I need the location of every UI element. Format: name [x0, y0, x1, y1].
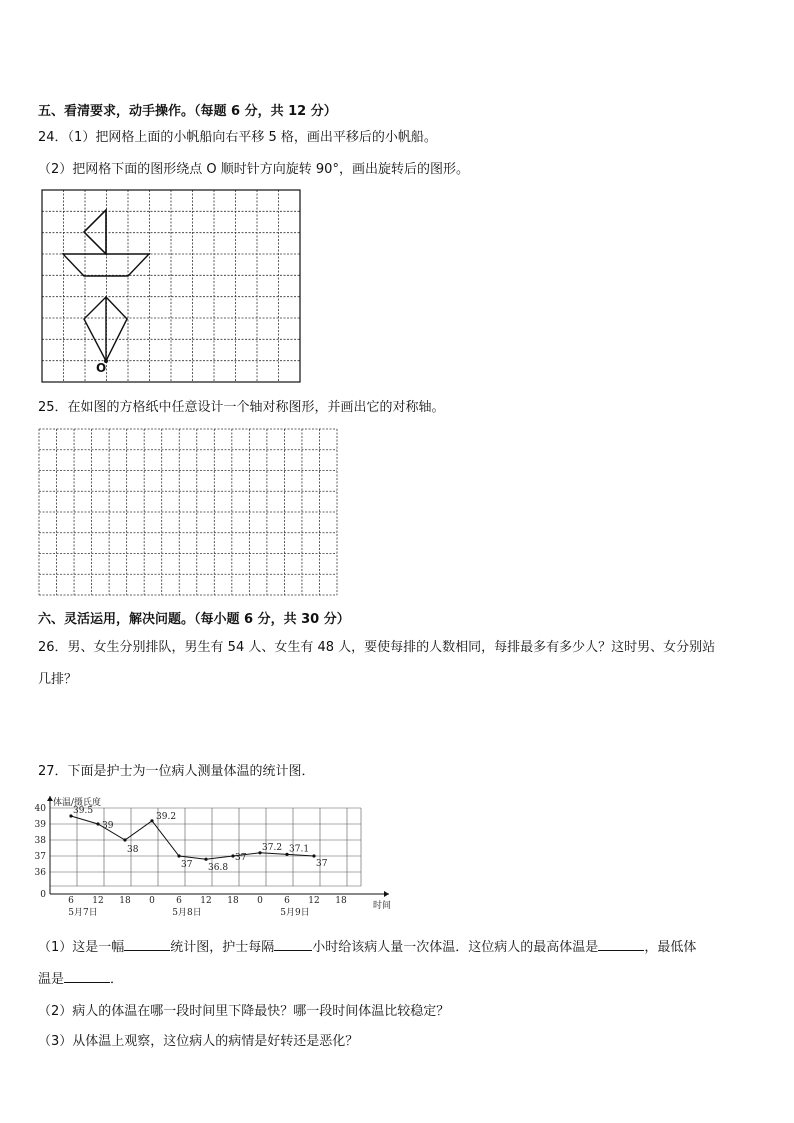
question-25: 25．在如图的方格纸中任意设计一个轴对称图形，并画出它的对称轴。	[38, 400, 445, 415]
question-24-part2: （2）把网格下面的图形绕点 O 顺时针方向旋转 90°，画出旋转后的图形。	[38, 162, 469, 177]
chart-day-label: 5月8日	[172, 908, 202, 918]
q27-1-text-a: （1）这是一幅	[38, 940, 125, 955]
chart-x-tick: 12	[92, 896, 104, 906]
chart-x-tick: 6	[176, 896, 182, 906]
grid-sailboat[interactable]	[41, 189, 303, 385]
chart-data-label: 37	[235, 853, 247, 863]
chart-data-label: 39.2	[156, 811, 177, 822]
q27-1-text-d: ，最低体	[644, 940, 697, 955]
chart-point	[177, 854, 180, 857]
question-27-part1	[38, 936, 696, 955]
chart-y-tick: 39	[34, 820, 46, 830]
chart-y-tick: 36	[34, 868, 46, 878]
answer-blank-chart-type[interactable]	[124, 938, 170, 951]
chart-day-label: 5月9日	[280, 908, 310, 918]
q27-1-text-b: 统计图，护士每隔	[170, 940, 275, 955]
chart-data-label: 37	[181, 860, 193, 870]
section5-heading: 五、看清要求，动手操作。（每题 6 分，共 12 分）	[38, 104, 337, 119]
q27-1-text-c: 小时给该病人量一次体温．这位病人的最高体温是	[312, 940, 599, 955]
chart-x-tick: 0	[257, 896, 263, 906]
grid-design[interactable]	[38, 428, 338, 598]
chart-y-tick: 0	[40, 890, 46, 900]
chart-x-tick: 12	[200, 896, 212, 906]
chart-day-label: 5月7日	[68, 908, 98, 918]
question-27-part1-cont	[38, 968, 123, 987]
temperature-chart	[30, 796, 392, 920]
chart-x-tick: 18	[119, 896, 131, 906]
chart-point	[150, 819, 153, 822]
chart-y-tick: 37	[34, 852, 46, 862]
boat-hull	[63, 254, 149, 276]
q27-1-text-f: ．	[110, 972, 124, 987]
chart-y-tick: 38	[34, 836, 46, 846]
sail-shape	[84, 210, 106, 254]
chart-point	[123, 838, 126, 841]
answer-blank-min-temp[interactable]	[64, 970, 110, 983]
sail-shape	[84, 210, 106, 254]
question-27-part2: （2）病人的体温在哪一段时间里下降最快？哪一段时间体温比较稳定？	[38, 1004, 450, 1019]
chart-data-label: 36.8	[208, 863, 229, 874]
chart-x-tick: 18	[335, 896, 347, 906]
chart-data-label: 37.1	[289, 844, 310, 855]
question-27: 27．下面是护士为一位病人测量体温的统计图．	[38, 764, 315, 779]
chart-x-tick: 0	[149, 896, 155, 906]
chart-x-tick: 12	[308, 896, 320, 906]
chart-data-label: 38	[127, 845, 139, 855]
section6-heading: 六、灵活运用，解决问题。（每小题 6 分，共 30 分）	[38, 612, 350, 627]
chart-x-tick: 18	[227, 896, 239, 906]
chart-point	[96, 822, 99, 825]
chart-x-tick: 6	[284, 896, 290, 906]
question-24-part1: 24．（1）把网格上面的小帆船向右平移 5 格，画出平移后的小帆船。	[38, 130, 437, 145]
chart-x-axis-label: 时间	[373, 901, 392, 911]
chart-data-label: 39.5	[73, 806, 94, 816]
chart-y-tick: 40	[34, 804, 46, 814]
chart-point	[204, 858, 207, 861]
answer-blank-max-temp[interactable]	[598, 938, 644, 951]
question-27-part3: （3）从体温上观察，这位病人的病情是好转还是恶化？	[38, 1034, 359, 1049]
answer-blank-interval[interactable]	[274, 938, 312, 951]
q27-1-text-e: 温是	[38, 972, 65, 987]
question-26-line2: 几排？	[38, 672, 78, 687]
chart-data-label: 37	[316, 859, 328, 869]
chart-y-axis-label: 体温/摄氏度	[53, 798, 102, 808]
point-o-label: O	[96, 361, 107, 375]
question-26-line1: 26．男、女生分别排队，男生有 54 人、女生有 48 人，要使每排的人数相同，每排最多有多少人？这时男、女分别站	[38, 640, 716, 655]
chart-x-tick: 6	[68, 896, 74, 906]
chart-data-label: 37.2	[262, 842, 283, 853]
chart-point	[312, 854, 315, 857]
chart-data-label: 39	[102, 821, 114, 831]
